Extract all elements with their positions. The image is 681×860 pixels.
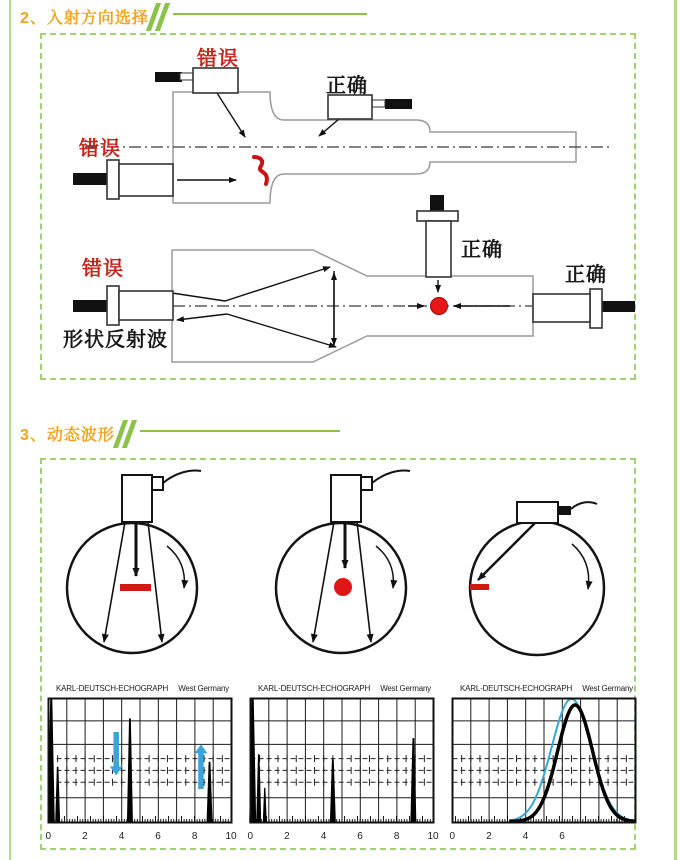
echograph-chart-3 bbox=[451, 684, 637, 844]
probe-cable bbox=[372, 471, 410, 484]
round-defect-dot bbox=[431, 298, 448, 315]
x-axis bbox=[451, 830, 637, 844]
x-tick-label: 2 bbox=[486, 831, 492, 842]
section-3-rule bbox=[140, 430, 340, 432]
x-tick-label: 6 bbox=[559, 831, 565, 842]
lower-left-probe bbox=[73, 286, 173, 325]
surface-defect-bar bbox=[470, 584, 489, 590]
top-probe bbox=[155, 68, 238, 93]
a-scan-screen bbox=[249, 697, 435, 825]
x-tick-label: 4 bbox=[522, 831, 529, 842]
probe-cable bbox=[571, 502, 597, 509]
double-slash-icon bbox=[151, 3, 177, 31]
echograph-chart-1 bbox=[45, 684, 237, 844]
circle-diagram-surface-defect bbox=[470, 502, 604, 655]
echograph-origin: West Germany bbox=[582, 684, 633, 693]
echograph-brand: KARL-DEUTSCH-ECHOGRAPH bbox=[258, 684, 371, 693]
x-tick-label: 6 bbox=[155, 831, 161, 842]
right-probe bbox=[533, 289, 635, 328]
a-scan-screen bbox=[47, 697, 233, 825]
x-tick-label: 0 bbox=[449, 831, 456, 842]
page-left-border bbox=[9, 0, 11, 860]
x-axis bbox=[45, 830, 237, 844]
x-tick-label: 6 bbox=[357, 831, 363, 842]
label-wrong-left: 错误 bbox=[79, 138, 121, 160]
page-right-border bbox=[674, 0, 677, 860]
upper-left-probe bbox=[73, 160, 173, 199]
label-correct-right: 正确 bbox=[565, 264, 607, 286]
label-correct-mid: 正确 bbox=[461, 239, 503, 261]
x-tick-label: 2 bbox=[82, 831, 88, 842]
echograph-chart-2 bbox=[247, 684, 439, 844]
circle-diagram-round-defect bbox=[276, 471, 410, 654]
a-scan-screen bbox=[451, 697, 637, 825]
section-3-title: 3、动态波形 bbox=[20, 427, 115, 444]
circle-diagram-flat-defect bbox=[67, 471, 201, 654]
echograph-brand: KARL-DEUTSCH-ECHOGRAPH bbox=[56, 684, 169, 693]
upper-right-probe bbox=[328, 95, 412, 119]
round-defect-dot bbox=[334, 578, 352, 596]
section-2-rule bbox=[173, 13, 367, 15]
probe-cable bbox=[163, 471, 201, 484]
double-slash-icon bbox=[118, 420, 144, 448]
x-tick-label: 10 bbox=[225, 831, 237, 842]
x-tick-label: 2 bbox=[284, 831, 290, 842]
section-2-title: 2、入射方向选择 bbox=[20, 10, 149, 27]
label-wrong-lower: 错误 bbox=[82, 258, 124, 280]
probe-body bbox=[517, 502, 558, 523]
probe-body bbox=[122, 475, 152, 522]
echograph-origin: West Germany bbox=[178, 684, 229, 693]
x-tick-label: 10 bbox=[427, 831, 439, 842]
x-tick-label: 0 bbox=[45, 831, 52, 842]
label-shape-reflection-wave: 形状反射波 bbox=[63, 329, 168, 351]
echograph-origin: West Germany bbox=[380, 684, 431, 693]
x-tick-label: 4 bbox=[320, 831, 327, 842]
x-tick-label: 8 bbox=[191, 831, 198, 842]
echograph-brand: KARL-DEUTSCH-ECHOGRAPH bbox=[460, 684, 573, 693]
x-tick-label: 8 bbox=[393, 831, 400, 842]
probe-body bbox=[331, 475, 361, 522]
label-wrong-top: 错误 bbox=[197, 48, 239, 70]
x-axis bbox=[247, 830, 439, 844]
label-correct-top: 正确 bbox=[326, 75, 368, 97]
x-tick-label: 4 bbox=[118, 831, 125, 842]
x-tick-label: 0 bbox=[247, 831, 254, 842]
flat-defect-bar bbox=[120, 584, 151, 591]
